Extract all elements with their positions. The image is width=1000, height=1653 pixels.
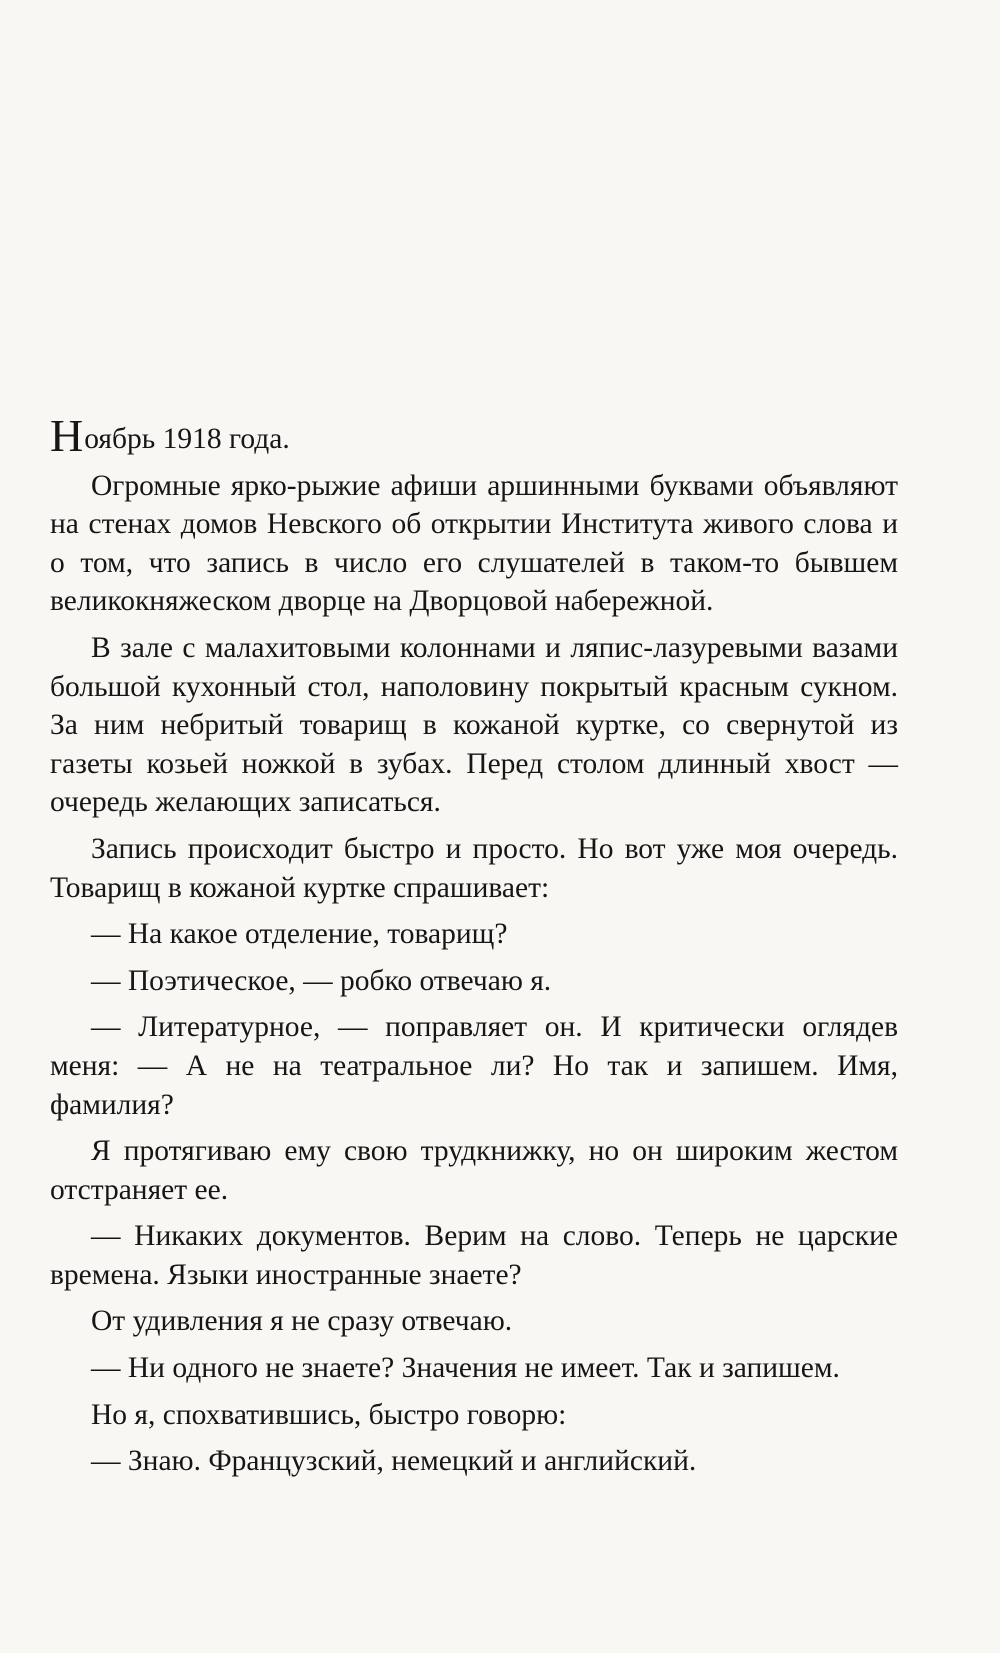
paragraph-2: В зале с малахитовыми колоннами и ляпис-лазуревыми вазами большой кухонный стол, наполовину покрытый красным сукном. За ним небритый товарищ в кожаной куртке, со свернутой из газеты козьей ножкой в зубах. Перед столом длинный хвост — очередь желающих записаться. bbox=[50, 631, 898, 819]
paragraph-7: Я протягиваю ему свою трудкнижку, но он широким жестом отстраняет ее. bbox=[50, 1135, 898, 1206]
page-text bbox=[50, 410, 898, 1489]
paragraph-8: — Никаких документов. Верим на слово. Теперь не царские времена. Языки иностранные знаете? bbox=[50, 1220, 898, 1291]
paragraph-11: Но я, спохватившись, быстро говорю: bbox=[91, 1398, 567, 1431]
heading-line bbox=[50, 410, 898, 461]
drop-cap: Н bbox=[50, 410, 84, 461]
paragraph-12: — Знаю. Французский, немецкий и английский. bbox=[91, 1445, 697, 1478]
paragraph-4: — На какое отделение, товарищ? bbox=[91, 918, 508, 951]
paragraph-9: От удивления я не сразу отвечаю. bbox=[91, 1305, 513, 1338]
paragraph-3: Запись происходит быстро и просто. Но вот уже моя очередь. Товарищ в кожаной куртке спрашивает: bbox=[50, 832, 898, 904]
paragraph-5: — Поэтическое, — робко отвечаю я. bbox=[91, 964, 552, 997]
paragraph-6: — Литературное, — поправляет он. И критически оглядев меня: — А не на театральное ли? Но так и запишем. Имя, фамилия? bbox=[50, 1011, 898, 1121]
paragraph-10: — Ни одного не знаете? Значения не имеет. Так и запишем. bbox=[91, 1352, 840, 1385]
heading-text: оябрь 1918 года. bbox=[84, 423, 290, 455]
paragraph-1: Огромные ярко-рыжие афиши аршинными буквами объявляют на стенах домов Невского об открытии Института живого слова и о том, что запись в число его слушателей в таком-то бывшем великокняжеском дворце на Дворцовой набережной. bbox=[50, 469, 898, 618]
